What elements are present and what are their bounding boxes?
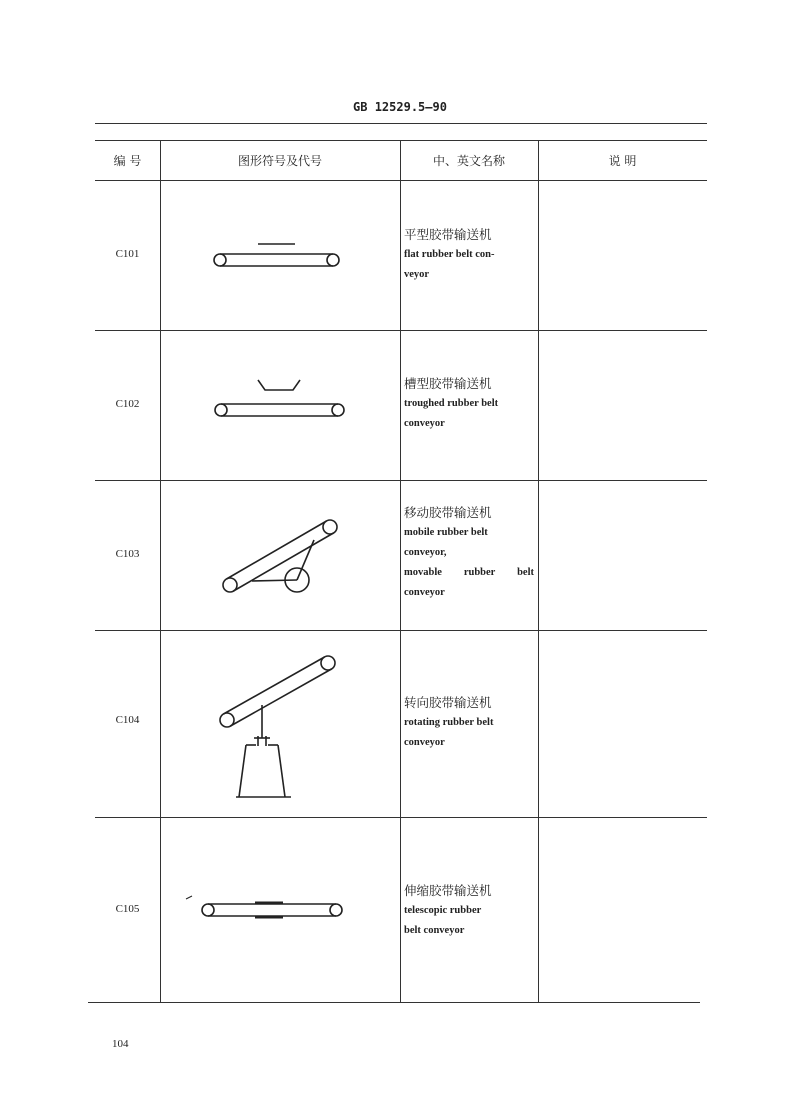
rotating-belt-conveyor-symbol [220,656,335,797]
flat-belt-conveyor-symbol [214,244,339,266]
name-zh: 平型胶带输送机 [404,227,492,242]
page-number: 104 [112,1038,129,1050]
standard-number: GB 12529.5—90 [353,100,447,114]
row-code: C104 [115,714,140,726]
name-en: movable rubber belt [404,567,534,578]
column-header-code: 编 号 [113,154,142,168]
name-en: conveyor [404,418,445,429]
name-en: troughed rubber belt [404,398,499,409]
column-header-name: 中、英文名称 [432,154,505,168]
name-zh: 转向胶带输送机 [404,695,492,710]
name-zh: 移动胶带输送机 [404,505,492,520]
row-code: C105 [115,903,140,915]
row-code: C102 [115,398,140,410]
name-en: belt conveyor [404,925,465,936]
column-header-description: 说 明 [608,154,637,168]
name-en: rotating rubber belt [404,717,494,728]
row-code: C103 [115,548,140,560]
mobile-belt-conveyor-symbol [223,520,337,592]
name-en: conveyor, [404,547,447,558]
row-code: C101 [115,248,140,260]
name-en: conveyor [404,587,445,598]
telescopic-belt-conveyor-symbol [186,896,342,917]
name-en: telescopic rubber [404,905,482,916]
name-en: conveyor [404,737,445,748]
column-header-symbol: 图形符号及代号 [237,154,322,168]
name-en: mobile rubber belt [404,527,488,538]
troughed-belt-conveyor-symbol [215,380,344,416]
name-zh: 伸缩胶带输送机 [404,883,492,898]
name-zh: 槽型胶带输送机 [404,376,492,391]
name-en: flat rubber belt con- [404,249,495,260]
name-en: veyor [404,269,430,280]
